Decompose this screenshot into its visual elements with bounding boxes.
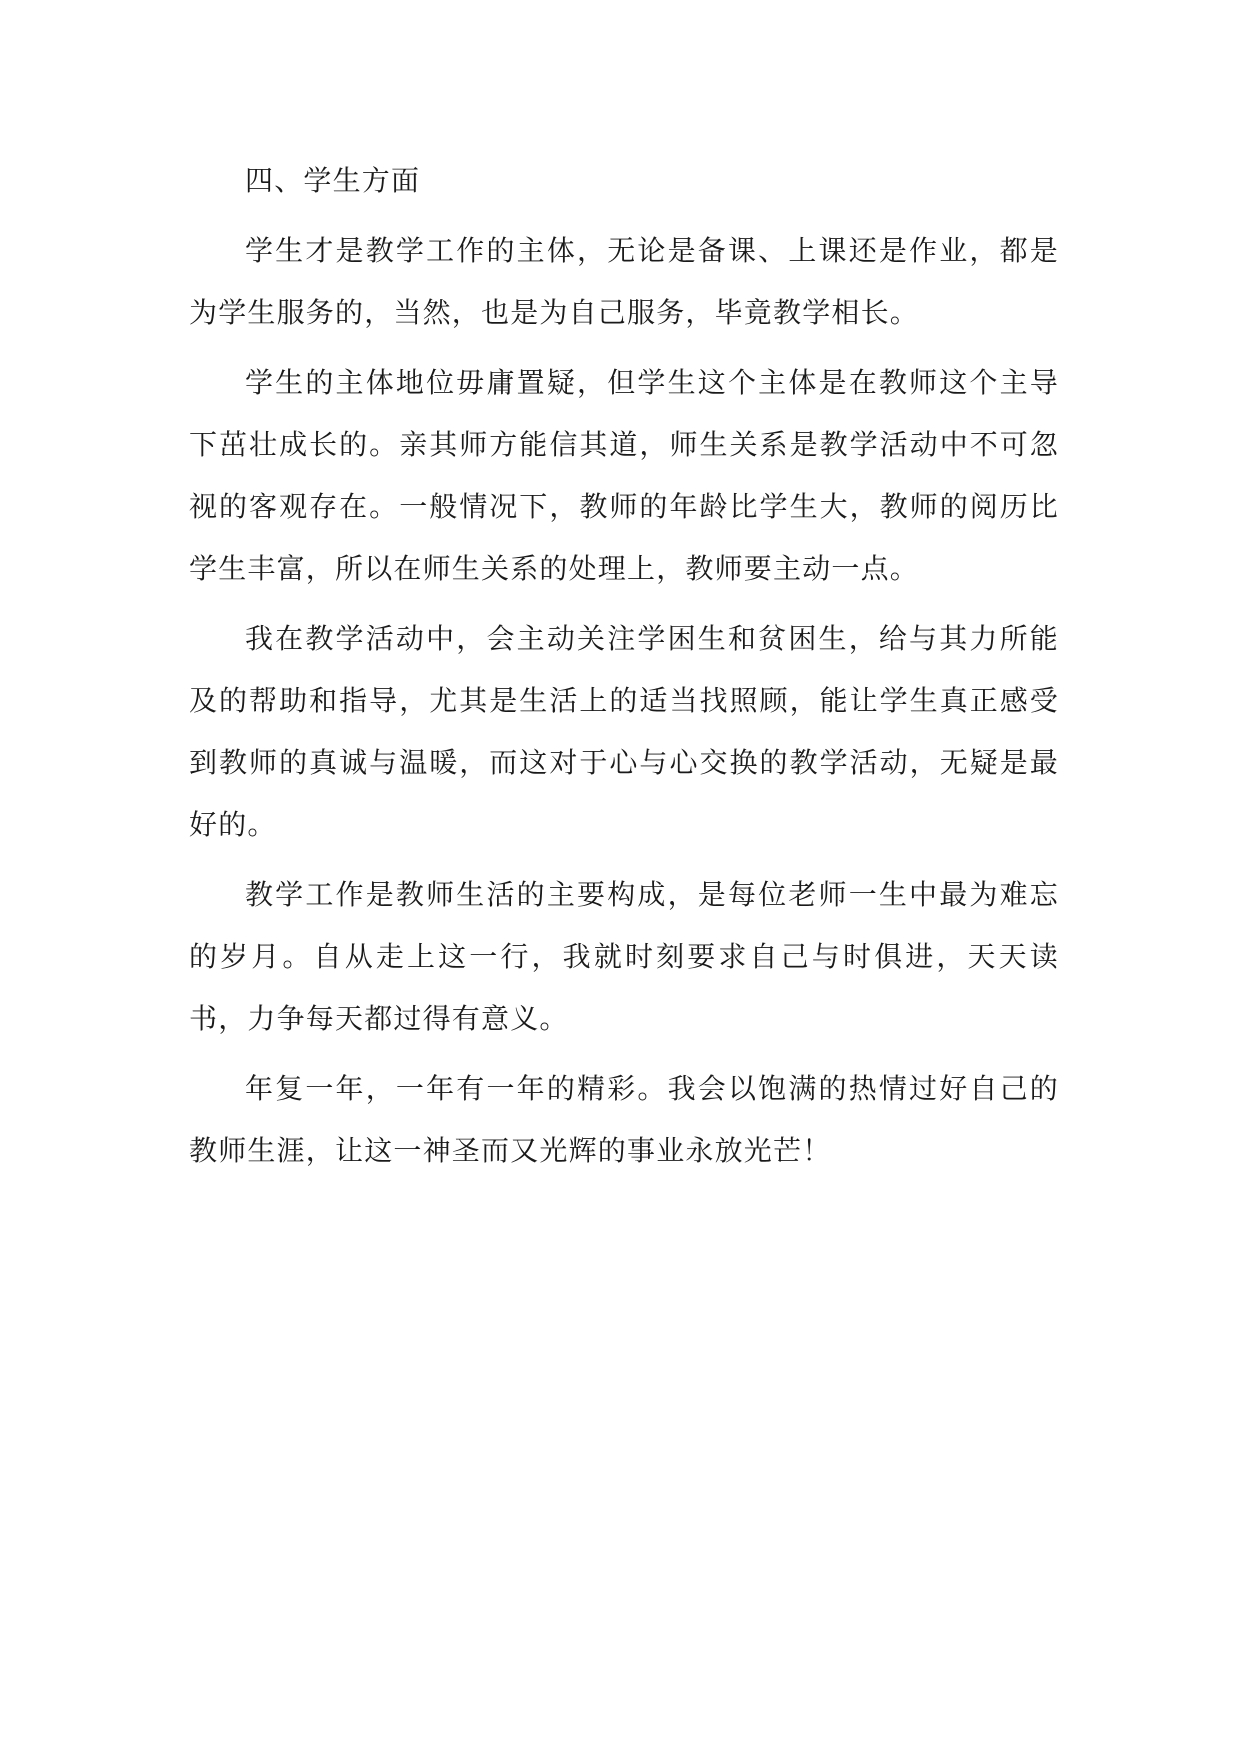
paragraph: 教学工作是教师生活的主要构成，是每位老师一生中最为难忘的岁月。自从走上这一行，我就时刻要求自己与时俱进，天天读书，力争每天都过得有意义。 [189, 878, 1059, 1035]
paragraph: 学生的主体地位毋庸置疑，但学生这个主体是在教师这个主导下茁壮成长的。亲其师方能信其道，师生关系是教学活动中不可忽视的客观存在。一般情况下，教师的年龄比学生大，教师的阅历比学生丰富，所以在师生关系的处理上，教师要主动一点。 [189, 366, 1059, 585]
document-body [189, 150, 1059, 1190]
paragraph: 学生才是教学工作的主体，无论是备课、上课还是作业，都是为学生服务的，当然，也是为自己服务，毕竟教学相长。 [189, 234, 1059, 329]
paragraph: 我在教学活动中，会主动关注学困生和贫困生，给与其力所能及的帮助和指导，尤其是生活上的适当找照顾，能让学生真正感受到教师的真诚与温暖，而这对于心与心交换的教学活动，无疑是最好的。 [189, 622, 1059, 841]
paragraph: 年复一年，一年有一年的精彩。我会以饱满的热情过好自己的教师生涯，让这一神圣而又光辉的事业永放光芒！ [189, 1072, 1059, 1167]
section-heading: 四、学生方面 [245, 164, 421, 197]
